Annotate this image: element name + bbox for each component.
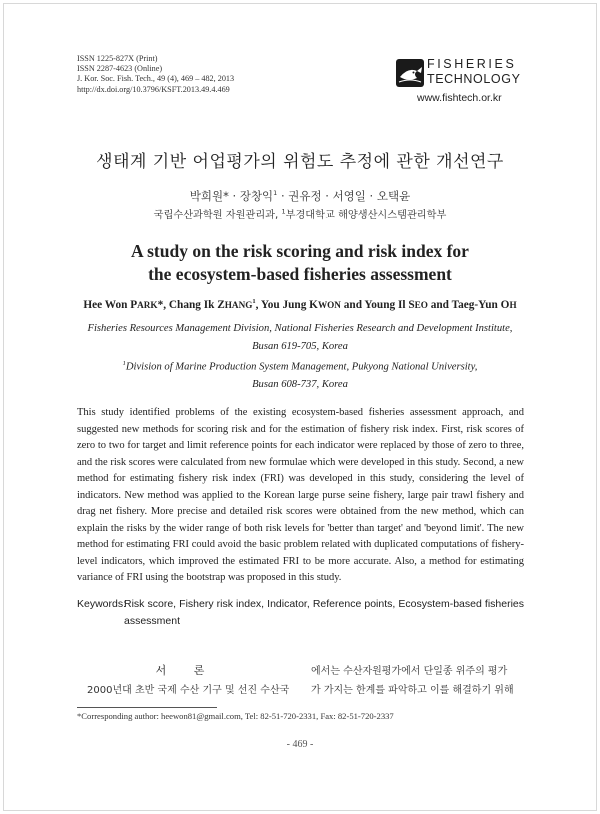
- english-title-line1: A study on the risk scoring and risk index for: [131, 241, 469, 261]
- english-title: [0, 240, 600, 286]
- section-heading-intro: 서 론: [155, 664, 217, 677]
- footnote-divider: [77, 707, 217, 708]
- author-surname-rest: ARK: [137, 299, 158, 310]
- intro-left-column: [77, 662, 295, 699]
- fish-emblem-icon: [395, 58, 425, 88]
- author-given: and Young Il: [340, 298, 409, 311]
- affiliation-2-sup: 1: [122, 360, 126, 367]
- affiliation-2-line2: Busan 608-737, Korea: [252, 379, 348, 391]
- corresponding-author-footnote: *Corresponding author: heewon81@gmail.com, Tel: 82-51-720-2331, Fax: 82-51-720-2337: [77, 711, 394, 721]
- issn-print: ISSN 1225-827X (Print): [77, 54, 158, 63]
- author-given: Chang Ik: [168, 298, 218, 311]
- keywords-label: Keywords:: [77, 598, 127, 610]
- korean-affiliations: [0, 206, 600, 221]
- issn-online: ISSN 2287-4623 (Online): [77, 64, 163, 74]
- intro-right-column: [311, 662, 526, 700]
- korean-title: 생태계 기반 어업평가의 위험도 추정에 관한 개선연구: [96, 152, 504, 172]
- affiliation-2-line1: [0, 355, 600, 376]
- doi-link[interactable]: http://dx.doi.org/10.3796/KSFT.2013.49.4.469: [77, 84, 230, 94]
- korean-authors-part-a: 박희원* · 장창익: [189, 189, 274, 203]
- author-surname-initial: P: [130, 298, 138, 311]
- korean-authors-part-b: · 권유정 · 서영일 · 오택윤: [277, 189, 411, 203]
- korean-authors: [0, 188, 600, 204]
- author-surname-rest: HANG: [224, 299, 253, 310]
- intro-right-line2: 가 가지는 한계를 파악하고 이를 해결하기 위해: [311, 685, 514, 696]
- author-surname-initial: O: [500, 298, 510, 311]
- journal-logo: [395, 56, 535, 106]
- author-given: Hee Won: [83, 298, 131, 311]
- author-surname-initial: S: [408, 298, 415, 311]
- author-surname-rest: EO: [414, 299, 428, 310]
- korean-aff-part-b: 부경대학교 해양생산시스템관리학부: [285, 210, 447, 221]
- author-sup: 1: [252, 298, 256, 305]
- intro-right-line1: 에서는 수산자원평가에서 단일종 위주의 평가: [311, 666, 508, 677]
- intro-left-text: 2000년대 초반 국제 수산 기구 및 선진 수산국: [87, 685, 290, 696]
- keywords: [77, 596, 524, 629]
- logo-line-fisheries: FISHERIES: [427, 57, 517, 71]
- citation: J. Kor. Soc. Fish. Tech., 49 (4), 469 – 482, 2013: [77, 74, 235, 84]
- keywords-text: Risk score, Fishery risk index, Indicator, Reference points, Ecosystem-based fisheries assessment: [124, 598, 524, 627]
- affiliation-1-line2: Busan 619-705, Korea: [252, 340, 348, 352]
- korean-aff-part-a: 국립수산과학원 자원관리과,: [153, 210, 282, 221]
- author-surname-rest: H: [509, 299, 517, 310]
- author-surname-initial: Z: [217, 298, 225, 311]
- korean-authors-sup: 1: [273, 189, 278, 198]
- affiliation-2-text: Division of Marine Production System Management, Pukyong National University,: [125, 361, 478, 373]
- logo-line-technology: TECHNOLOGY: [427, 72, 521, 86]
- journal-meta: [77, 54, 234, 95]
- author-surname-initial: K: [309, 298, 318, 311]
- english-affiliations: [0, 320, 600, 394]
- page-number: - 469 -: [286, 739, 314, 750]
- author-given: , You Jung: [255, 298, 310, 311]
- english-authors: [0, 298, 600, 311]
- author-surname-rest: WON: [317, 299, 341, 310]
- journal-url[interactable]: www.fishtech.or.kr: [417, 92, 502, 104]
- author-mark: *,: [157, 298, 169, 311]
- korean-aff-sup: 1: [281, 207, 286, 216]
- abstract: This study identified problems of the existing ecosystem-based fisheries assessment approach, and suggested new methods for scoring risk and for the estimation of fishery risk index. First, risk scores of zero to two for target and limit reference points for each indicator were replaced by those of zero to three, and the risk scores were calculated from new formulae which were developed in this study. Second, a new method for estimating fishery risk index (FRI) was developed in this study, considering the level of indicators. New method was applied to the Korean large purse seine fishery, large pair trawl fishery and drag net fishery. More precise and detailed risk scores were obtained from the new method, which can explain the risks by the wider range of both risk levels for 'better than target' and 'beyond limit'. The new method for estimating FRI could avoid the basic problem related with duplicated computations of fishery-level indicators, which improved the estimated FRI to be more accurate. Also, a method for estimating variance of FRI using the bootstrap was proposed in this study.: [77, 407, 524, 583]
- author-given: and Taeg-Yun: [427, 298, 501, 311]
- affiliation-1-line1: Fisheries Resources Management Division, National Fisheries Research and Development Institute,: [87, 323, 513, 334]
- english-title-line2: the ecosystem-based fisheries assessment: [148, 264, 452, 284]
